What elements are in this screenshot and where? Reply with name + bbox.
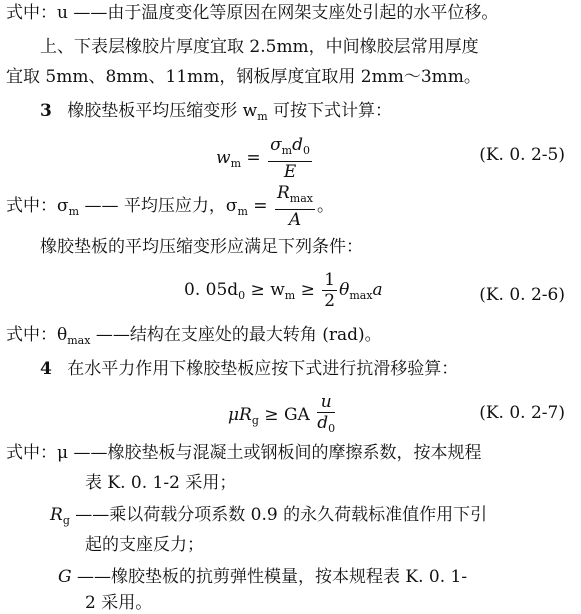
sigma-label: 式中：σ xyxy=(6,196,69,216)
eq-operator: = xyxy=(247,196,273,216)
section-4-heading xyxy=(40,358,458,380)
text-line-condition xyxy=(40,236,363,258)
thickness-text-2: 宜取 5mm、8mm、11mm，钢板厚度宜取用 2mm～3mm。 xyxy=(6,67,481,87)
fraction xyxy=(317,392,335,439)
section-3-heading xyxy=(40,100,392,128)
subscript: 0 xyxy=(328,422,336,435)
text-line-mu-1 xyxy=(6,442,481,464)
g-definition: ——橡胶垫板的抗剪弹性模量，按本规程表 K. 0. 1- xyxy=(71,567,468,587)
subscript: 0 xyxy=(303,144,310,157)
eq-symbol: θ xyxy=(339,280,350,300)
eq-term: ≥ GA xyxy=(258,405,316,425)
eq-term: 0. 05d xyxy=(184,280,239,300)
text-line-thickness-2 xyxy=(6,66,481,88)
eq-term: ≥ w xyxy=(245,280,285,300)
subscript: 0 xyxy=(238,289,246,302)
section-number: 4 xyxy=(40,359,52,379)
subscript: m xyxy=(68,205,80,218)
eq-symbol: d xyxy=(292,135,303,155)
rg-definition-cont: 起的支座反力； xyxy=(85,535,204,555)
condition-text: 橡胶垫板的平均压缩变形应满足下列条件： xyxy=(40,237,363,257)
text-line-thickness-1 xyxy=(40,36,479,58)
subscript: m xyxy=(257,110,268,123)
eq-term: μR xyxy=(228,405,252,425)
subscript: max xyxy=(289,192,313,205)
subscript: m xyxy=(230,157,241,170)
theta-definition: ——结构在支座处的最大转角 (rad)。 xyxy=(90,325,382,345)
punctuation: 。 xyxy=(316,196,334,216)
equation-number-k025: (K. 0. 2-5) xyxy=(479,145,565,165)
fraction xyxy=(268,135,312,182)
subscript: max xyxy=(67,334,91,347)
eq-operator: = xyxy=(241,148,267,168)
eq-numerator: u xyxy=(317,392,335,413)
eq-numerator: 1 xyxy=(324,270,336,290)
thickness-text-1: 上、下表层橡胶片厚度宜取 2.5mm，中间橡胶层常用厚度 xyxy=(40,37,479,57)
section-3-text: 橡胶垫板平均压缩变形 w xyxy=(67,101,258,121)
sigma-definition: —— 平均压应力，σ xyxy=(79,196,238,216)
equation-k025 xyxy=(216,135,314,182)
text-line-mu-2 xyxy=(85,472,236,494)
subscript: m xyxy=(281,144,293,157)
eq-operator: ≥ xyxy=(295,280,321,300)
rg-definition: ——乘以荷载分项系数 0.9 的永久荷载标准值作用下引 xyxy=(69,505,488,525)
subscript: m xyxy=(284,289,296,302)
text-line-rg-1 xyxy=(50,504,487,532)
mu-definition: 式中：μ ——橡胶垫板与混凝土或钢板间的摩擦系数，按本规程 xyxy=(6,443,482,463)
eq-denominator: A xyxy=(288,210,302,230)
section-3-tail: 可按下式计算： xyxy=(267,101,393,121)
equation-k027 xyxy=(228,392,337,439)
mu-definition-cont: 表 K. 0. 1-2 采用； xyxy=(85,473,237,493)
eq-denominator: E xyxy=(283,162,297,182)
subscript: g xyxy=(251,414,259,427)
text-line-sigma xyxy=(6,183,334,230)
eq-symbol: R xyxy=(276,183,290,203)
subscript: max xyxy=(349,289,373,302)
eq-denominator: 2 xyxy=(324,291,336,311)
eq-symbol: σ xyxy=(270,135,282,155)
text-line-g-1 xyxy=(58,566,467,588)
subscript: g xyxy=(62,514,70,527)
eq-symbol: R xyxy=(50,505,63,525)
section-4-text: 在水平力作用下橡胶垫板应按下式进行抗滑移验算： xyxy=(67,359,459,379)
eq-symbol: w xyxy=(216,148,231,168)
section-number: 3 xyxy=(40,101,52,121)
text-line-theta xyxy=(6,324,382,352)
subscript: m xyxy=(237,205,248,218)
text-line-u xyxy=(6,2,498,24)
g-definition-cont: 2 采用。 xyxy=(85,593,153,613)
equation-number-k026: (K. 0. 2-6) xyxy=(479,285,565,305)
eq-symbol: d xyxy=(317,413,329,433)
equation-number-k027: (K. 0. 2-7) xyxy=(479,403,565,423)
u-definition: 式中：u ——由于温度变化等原因在网架支座处引起的水平位移。 xyxy=(6,3,499,23)
fraction xyxy=(275,183,315,230)
eq-symbol: a xyxy=(372,280,383,300)
text-line-rg-2 xyxy=(85,534,204,556)
fraction xyxy=(322,270,337,311)
theta-label: 式中：θ xyxy=(6,325,68,345)
text-line-g-2 xyxy=(85,592,152,614)
eq-symbol: G xyxy=(58,567,72,587)
equation-k026 xyxy=(184,270,383,311)
